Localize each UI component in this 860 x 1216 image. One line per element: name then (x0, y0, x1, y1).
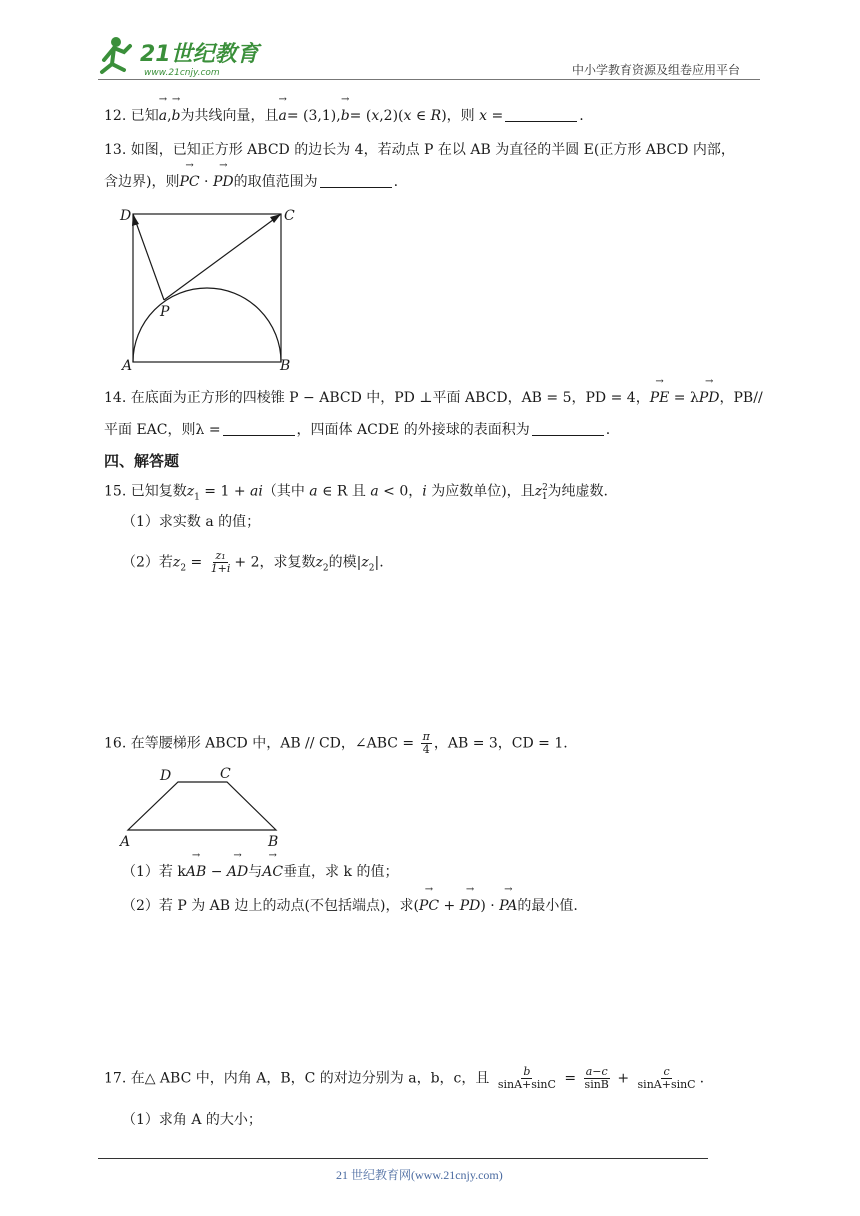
answer-blank-12 (505, 107, 577, 122)
question-15-part1: （1）求实数 a 的值； (122, 514, 261, 530)
footer-text: 21 世纪教育网(www.21cnjy.com) (336, 1168, 503, 1182)
header-rule (98, 79, 760, 80)
label-B: B (268, 834, 279, 850)
label-B: B (280, 358, 291, 374)
label-P: P (160, 304, 170, 320)
fraction-2: $\frac{a-c}{\sin B}$ (584, 1065, 609, 1091)
question-15-line1: 15. 已知复数$z_1 = 1 + ai$（其中 a ∈ R 且 a < 0，i 为应数单位)，且$z^2_1$为纯虚数. (104, 483, 608, 503)
fraction-1: $\frac{b}{\sin A+\sin C}$ (497, 1065, 556, 1091)
runner-logo-icon (96, 34, 266, 78)
question-14-line1: 14. 在底面为正方形的四棱锥 P − ABCD 中，PD ⊥平面 ABCD，AB = 5，PD = 4，→ PE = λ→ PD，PB// (104, 388, 763, 408)
section-title: 四、解答题 (104, 452, 180, 470)
logo-text: 21世纪教育 (140, 42, 259, 67)
label-C: C (284, 208, 295, 224)
fraction-pi-over-4: $\frac{\pi}{4}$ (422, 730, 430, 756)
question-12: 12. 已知→ a,→ b为共线向量，且→ a= (3,1),→ b= (x,2)(x ∈ R)，则 x = . (104, 106, 584, 126)
question-13-line1: 13. 如图，已知正方形 ABCD 的边长为 4，若动点 P 在以 AB 为直径的半圆 E(正方形 ABCD 内部， (104, 142, 735, 158)
fraction-3: $\frac{c}{\sin A+\sin C}$ (637, 1065, 696, 1091)
label-A: A (120, 834, 131, 850)
answer-blank-14b (532, 421, 604, 436)
answer-blank-14a (223, 421, 295, 436)
question-16-line1: 16. 在等腰梯形 ABCD 中，AB // CD，∠ABC = $\frac{\pi}{4}$ ，AB = 3，CD = 1. (104, 730, 568, 756)
logo-url: www.21cnjy.com (144, 68, 220, 78)
question-17-line1: 17. 在△ ABC 中，内角 A，B，C 的对边分别为 a，b，c，且 $\frac{b}{\sin A+\sin C}$ = $\frac{a-c}{\sin B}$ + $\frac{c}{\sin A+\sin C}$ . (104, 1065, 705, 1091)
label-C: C (220, 766, 231, 782)
question-14-line2: 平面 EAC，则λ = ，四面体 ACDE 的外接球的表面积为 . (104, 422, 611, 438)
header-right-text: 中小学教育资源及组卷应用平台 (572, 63, 741, 77)
question-15-part2: （2）若$z_2$ = $\frac{\text{z₁}}{1+i}$ + 2，求复数$z_2$的模$|z_2|$. (122, 549, 384, 575)
answer-blank-13 (320, 173, 392, 188)
trapezoid-figure (112, 760, 302, 850)
footer-rule (98, 1158, 708, 1159)
question-17-part1: （1）求角 A 的大小； (122, 1112, 262, 1128)
square-semicircle-figure (112, 200, 302, 376)
question-16-part1: （1）若 k→ AB − → AD与→ AC垂直，求 k 的值； (122, 862, 398, 882)
label-A: A (122, 358, 133, 374)
fraction-z1-over-1plusi: $\frac{\text{z₁}}{1+i}$ (210, 549, 231, 575)
header-logo (96, 34, 266, 78)
label-D: D (120, 208, 132, 224)
question-16-part2: （2）若 P 为 AB 边上的动点(不包括端点)，求(→ PC + → PD) · → PA的最小值. (122, 896, 578, 916)
question-13-line2: 含边界)，则→ PC · → PD的取值范围为 . (104, 172, 398, 192)
label-D: D (160, 768, 172, 784)
